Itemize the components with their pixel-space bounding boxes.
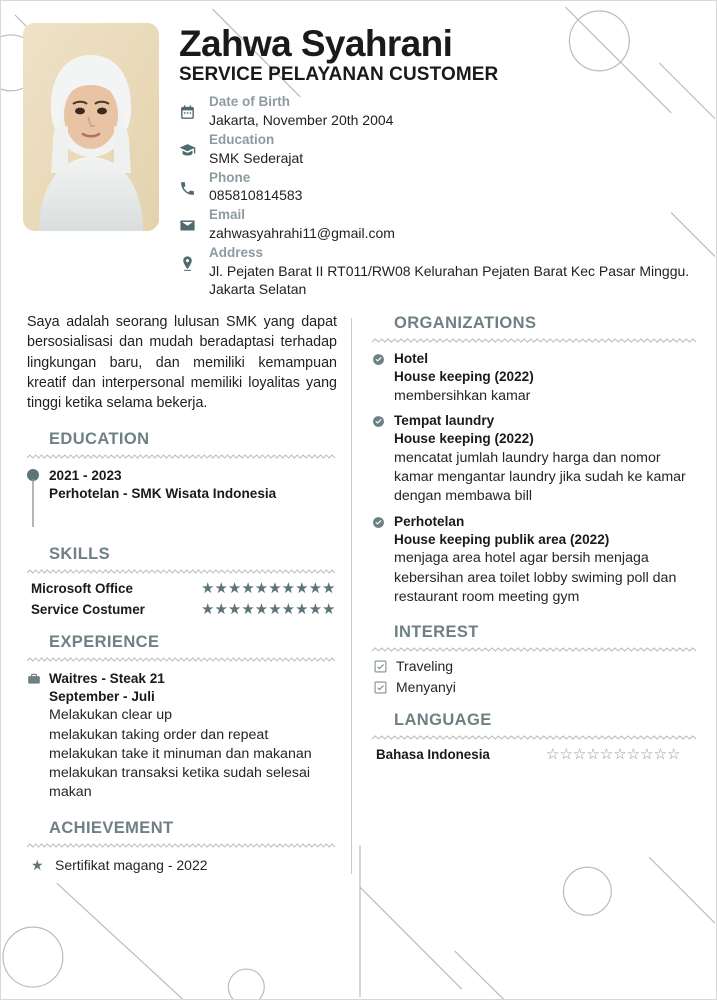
achievement-item xyxy=(27,857,337,874)
photo-container xyxy=(23,23,161,300)
experience-details: Melakukan clear up melakukan taking order dan repeat melakukan take it minuman dan makanan melakukan transaksi ketika sudah selesai makan xyxy=(49,707,312,801)
skill-name: Service Costumer xyxy=(31,601,145,617)
phone-icon xyxy=(179,169,209,197)
section-title-achievement: ACHIEVEMENT xyxy=(49,818,174,837)
section-title-language: LANGUAGE xyxy=(394,711,492,730)
checkbox-checked-icon xyxy=(374,681,396,694)
organization-item xyxy=(372,412,696,507)
section-interest xyxy=(372,623,696,695)
contact-phone xyxy=(179,169,698,206)
experience-item xyxy=(27,670,337,803)
check-circle-icon xyxy=(372,350,394,406)
section-education xyxy=(27,430,337,529)
interest-item xyxy=(372,658,696,674)
organization-detail: mencatat jumlah laundry harga dan nomor kamar mengantar laundry jika sudah ke kamar dengan membawa bill xyxy=(394,449,686,505)
location-pin-icon xyxy=(179,244,209,272)
page-title: Zahwa Syahrani xyxy=(179,23,453,64)
contact-label: Email xyxy=(209,207,246,223)
contact-value: zahwasyahrahi11@gmail.com xyxy=(209,224,395,241)
organization-role: House keeping (2022) xyxy=(394,369,534,385)
organization-role: House keeping publik area (2022) xyxy=(394,532,610,547)
left-column xyxy=(15,310,351,874)
contact-education xyxy=(179,131,698,168)
section-experience xyxy=(27,633,337,803)
organization-name: Tempat laundry xyxy=(394,413,495,429)
section-skills xyxy=(27,545,337,617)
section-language xyxy=(372,711,696,762)
main-body xyxy=(1,304,716,874)
contact-value: 085810814583 xyxy=(209,187,303,204)
divider xyxy=(27,842,337,849)
language-name: Bahasa Indonesia xyxy=(376,747,490,763)
profile-summary: Saya adalah seorang lulusan SMK yang dapat bersosialisasi dan mudah beradaptasi terhadap lingkungan baru, dan memiliki kemampuan kreatif dan interpersonal memiliki loyalitas yang tinggi ketika selama bekerja. xyxy=(27,314,337,412)
timeline-pin-icon xyxy=(27,467,49,529)
divider xyxy=(372,734,696,741)
interest-label: Menyanyi xyxy=(396,679,456,696)
section-achievement xyxy=(27,819,337,874)
checkbox-checked-icon xyxy=(374,660,396,673)
divider xyxy=(372,646,696,653)
contact-label: Date of Birth xyxy=(209,94,290,110)
education-detail: Perhotelan - SMK Wisata Indonesia xyxy=(49,485,277,501)
skill-item xyxy=(27,581,337,596)
envelope-icon xyxy=(179,206,209,234)
contact-label: Education xyxy=(209,132,275,148)
header xyxy=(1,1,716,304)
check-circle-icon xyxy=(372,513,394,608)
contact-email xyxy=(179,206,698,243)
divider xyxy=(372,337,696,344)
achievement-label: Sertifikat magang - 2022 xyxy=(55,857,208,874)
section-title-experience: EXPERIENCE xyxy=(49,632,160,651)
organization-item xyxy=(372,513,696,608)
education-period: 2021 - 2023 xyxy=(49,467,122,483)
job-title: SERVICE PELAYANAN CUSTOMER xyxy=(179,64,499,86)
language-rating-stars: ☆☆☆☆☆☆☆☆☆☆ xyxy=(546,746,681,764)
check-circle-icon xyxy=(372,412,394,507)
organization-name: Hotel xyxy=(394,351,428,367)
right-column xyxy=(352,310,702,874)
language-item xyxy=(372,747,696,762)
interest-label: Traveling xyxy=(396,658,454,675)
skill-rating-stars: ★★★★★★★★★★ xyxy=(201,579,336,597)
header-text xyxy=(161,23,698,300)
avatar xyxy=(23,23,159,231)
interest-item xyxy=(372,679,696,695)
portrait-illustration xyxy=(23,23,159,231)
graduation-cap-icon xyxy=(179,131,209,159)
section-organizations xyxy=(372,314,696,607)
organization-name: Perhotelan xyxy=(394,513,465,529)
experience-period: September - Juli xyxy=(49,688,155,704)
section-title-education: EDUCATION xyxy=(49,429,150,448)
star-icon: ★ xyxy=(31,856,44,873)
divider xyxy=(27,656,337,663)
calendar-icon xyxy=(179,93,209,121)
organization-item xyxy=(372,350,696,406)
skill-name: Microsoft Office xyxy=(31,580,133,596)
contact-value: Jakarta, November 20th 2004 xyxy=(209,112,394,129)
section-title-interest: INTEREST xyxy=(394,623,479,642)
divider xyxy=(27,568,337,575)
skill-item xyxy=(27,602,337,617)
section-title-organizations: ORGANIZATIONS xyxy=(394,314,537,333)
organization-detail: membersihkan kamar xyxy=(394,387,531,404)
contact-label: Address xyxy=(209,244,264,260)
contact-value: SMK Sederajat xyxy=(209,149,304,166)
contact-value: Jl. Pejaten Barat II RT011/RW08 Kelurahan Pejaten Barat Kec Pasar Minggu. Jakarta Selatan xyxy=(209,262,690,298)
briefcase-icon xyxy=(27,670,49,803)
section-title-skills: SKILLS xyxy=(49,544,111,563)
skill-rating-stars: ★★★★★★★★★★ xyxy=(201,600,336,618)
contact-address xyxy=(179,244,698,299)
experience-position: Waitres - Steak 21 xyxy=(49,670,165,686)
education-item xyxy=(27,467,337,529)
divider xyxy=(27,453,337,460)
organization-detail: menjaga area hotel agar bersih menjaga kebersihan area toilet lobby swiming poll dan restaurant room meeting gym xyxy=(394,550,677,605)
organization-role: House keeping (2022) xyxy=(394,431,534,447)
contact-date-of-birth xyxy=(179,93,698,130)
contact-label: Phone xyxy=(209,169,251,185)
